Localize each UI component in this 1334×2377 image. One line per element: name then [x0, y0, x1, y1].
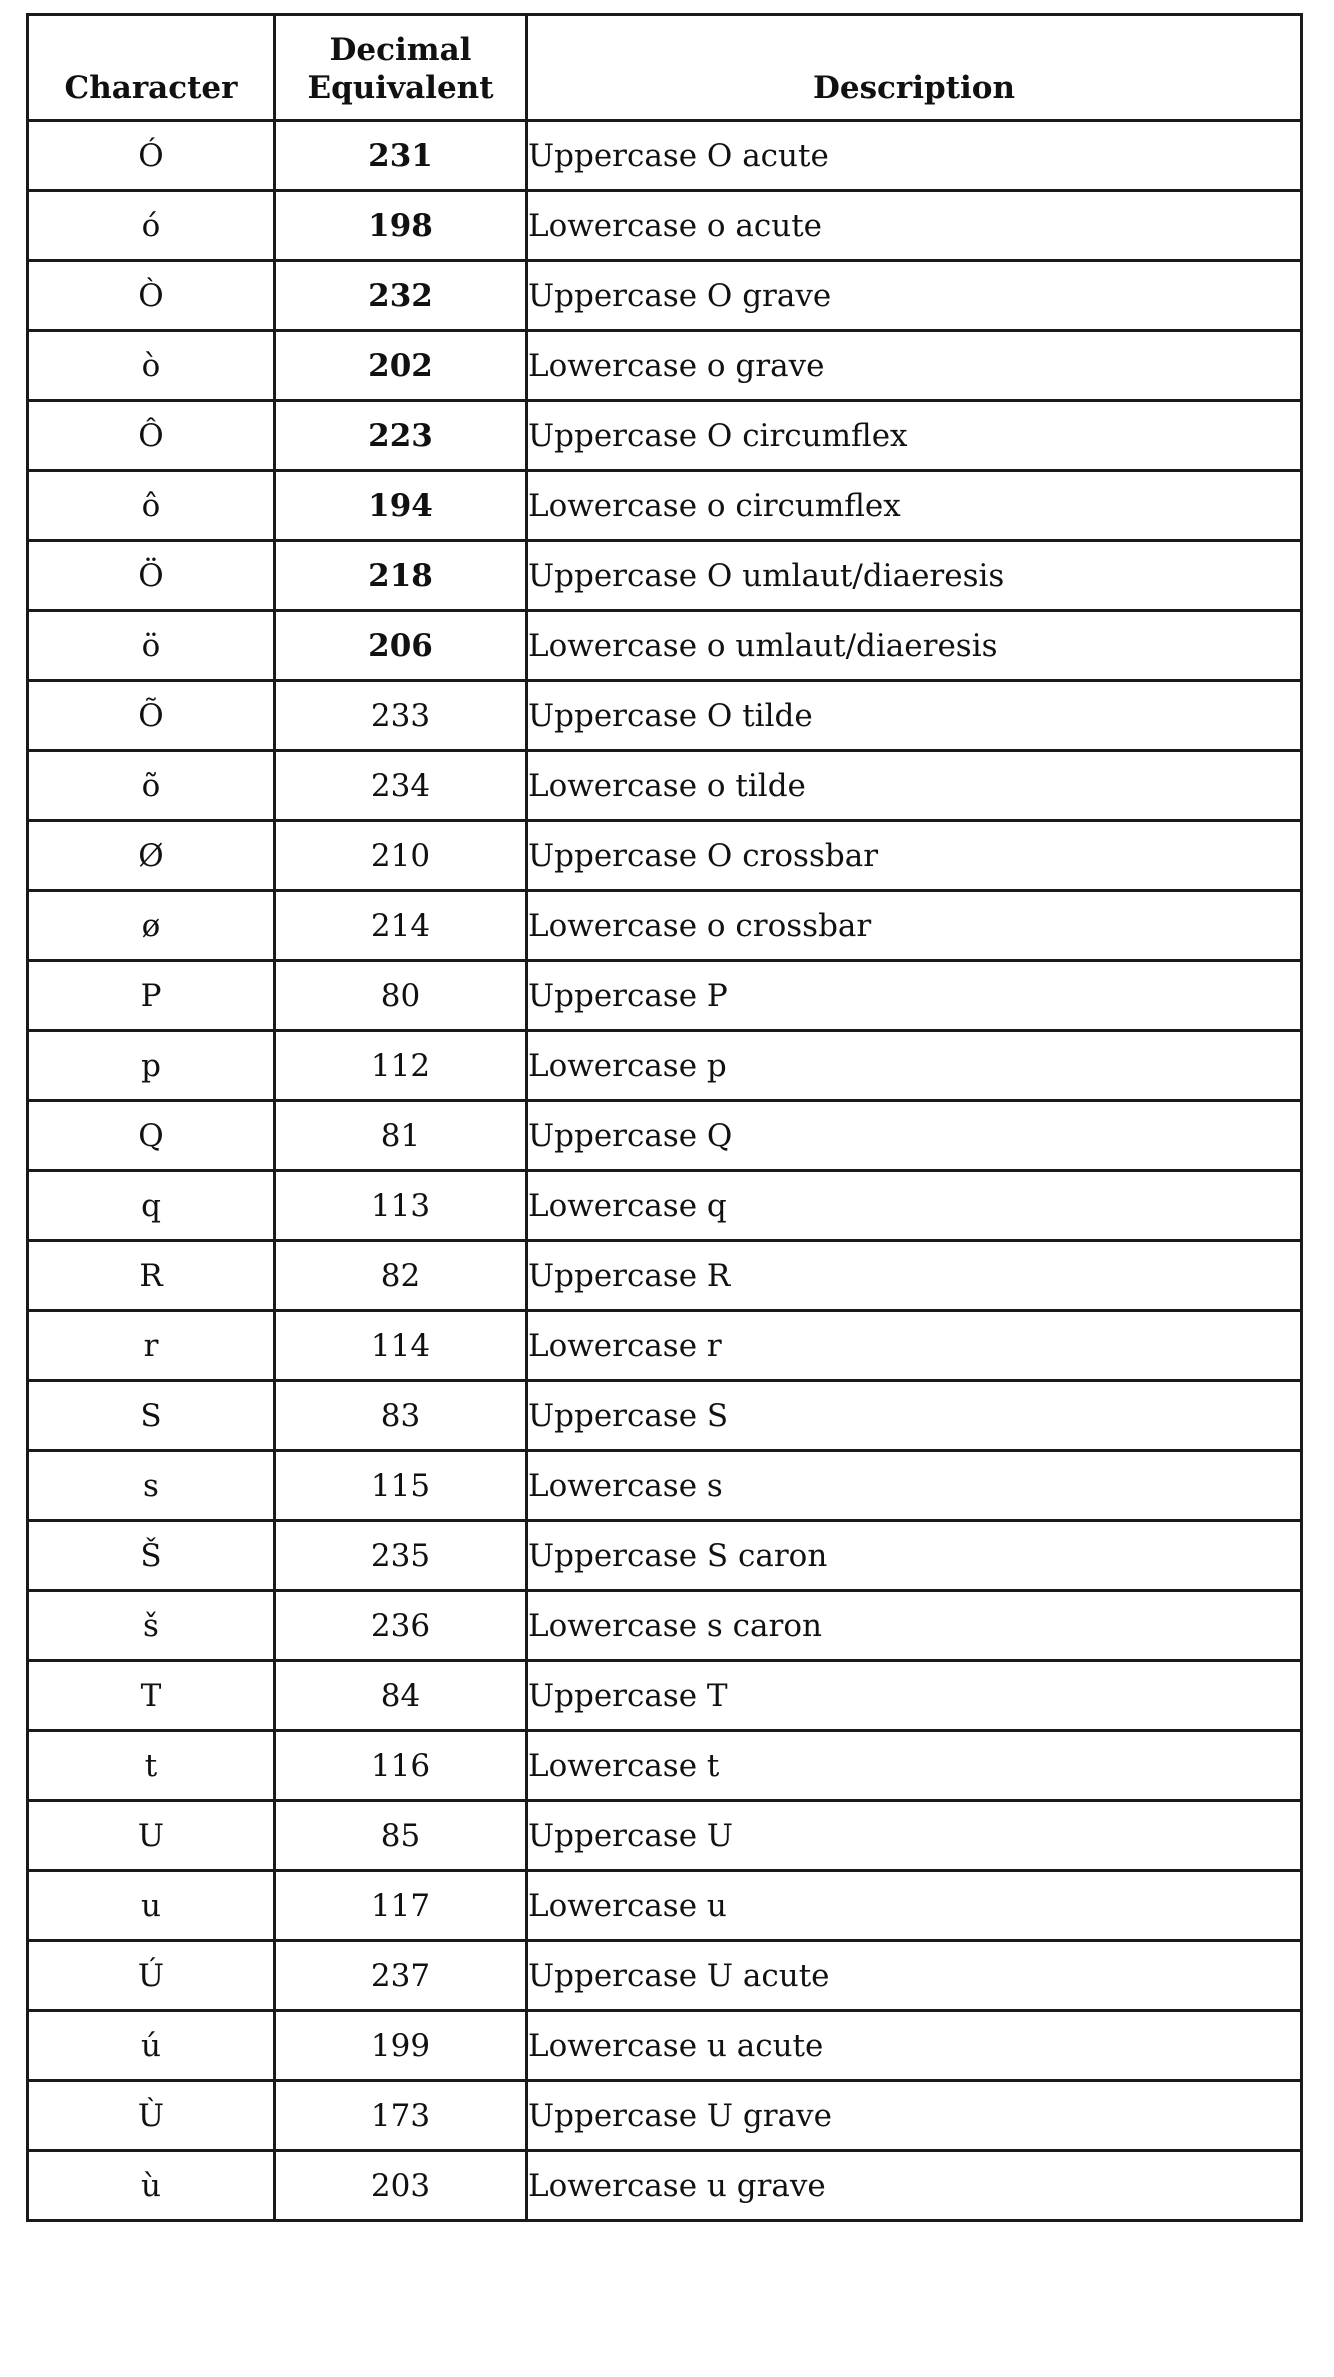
- decimal-cell: 116: [275, 1731, 527, 1801]
- description-cell: Uppercase R: [527, 1241, 1302, 1311]
- description-cell: Uppercase O acute: [527, 121, 1302, 191]
- table-row: [28, 401, 1302, 471]
- character-cell: u: [28, 1871, 275, 1941]
- description-cell: Uppercase U grave: [527, 2081, 1302, 2151]
- table-row: [28, 1241, 1302, 1311]
- character-cell: Ö: [28, 541, 275, 611]
- decimal-cell: 202: [275, 331, 527, 401]
- table-row: [28, 751, 1302, 821]
- character-cell: r: [28, 1311, 275, 1381]
- character-cell: S: [28, 1381, 275, 1451]
- table-row: [28, 891, 1302, 961]
- header-decimal-equivalent: [275, 15, 527, 121]
- decimal-cell: 84: [275, 1661, 527, 1731]
- character-cell: p: [28, 1031, 275, 1101]
- decimal-cell: 236: [275, 1591, 527, 1661]
- decimal-cell: 80: [275, 961, 527, 1031]
- table-row: [28, 1171, 1302, 1241]
- description-cell: Lowercase t: [527, 1731, 1302, 1801]
- character-cell: Õ: [28, 681, 275, 751]
- character-cell: q: [28, 1171, 275, 1241]
- description-cell: Uppercase U acute: [527, 1941, 1302, 2011]
- decimal-cell: 83: [275, 1381, 527, 1451]
- header-decimal-line1: Decimal: [329, 32, 472, 68]
- table-row: [28, 121, 1302, 191]
- table-row: [28, 1031, 1302, 1101]
- description-cell: Lowercase r: [527, 1311, 1302, 1381]
- decimal-cell: 203: [275, 2151, 527, 2221]
- table-row: [28, 1521, 1302, 1591]
- table-row: [28, 1801, 1302, 1871]
- character-cell: ù: [28, 2151, 275, 2221]
- decimal-cell: 234: [275, 751, 527, 821]
- decimal-cell: 214: [275, 891, 527, 961]
- character-cell: ö: [28, 611, 275, 681]
- table-row: [28, 331, 1302, 401]
- character-cell: ó: [28, 191, 275, 261]
- character-cell: U: [28, 1801, 275, 1871]
- header-row: [28, 15, 1302, 121]
- character-cell: Ó: [28, 121, 275, 191]
- character-cell: ô: [28, 471, 275, 541]
- character-cell: Ú: [28, 1941, 275, 2011]
- character-cell: Ø: [28, 821, 275, 891]
- description-cell: Lowercase o grave: [527, 331, 1302, 401]
- decimal-cell: 115: [275, 1451, 527, 1521]
- description-cell: Uppercase Q: [527, 1101, 1302, 1171]
- character-cell: š: [28, 1591, 275, 1661]
- description-cell: Uppercase O tilde: [527, 681, 1302, 751]
- decimal-cell: 81: [275, 1101, 527, 1171]
- description-cell: Uppercase S caron: [527, 1521, 1302, 1591]
- description-cell: Lowercase u: [527, 1871, 1302, 1941]
- table-row: [28, 191, 1302, 261]
- character-cell: Ô: [28, 401, 275, 471]
- decimal-cell: 82: [275, 1241, 527, 1311]
- header-character: Character: [28, 15, 275, 121]
- description-cell: Lowercase s: [527, 1451, 1302, 1521]
- character-cell: R: [28, 1241, 275, 1311]
- decimal-cell: 173: [275, 2081, 527, 2151]
- decimal-cell: 231: [275, 121, 527, 191]
- character-cell: Ù: [28, 2081, 275, 2151]
- character-cell: T: [28, 1661, 275, 1731]
- character-cell: s: [28, 1451, 275, 1521]
- table-row: [28, 261, 1302, 331]
- character-cell: P: [28, 961, 275, 1031]
- decimal-cell: 206: [275, 611, 527, 681]
- decimal-cell: 199: [275, 2011, 527, 2081]
- decimal-cell: 112: [275, 1031, 527, 1101]
- table-row: [28, 961, 1302, 1031]
- table-row: [28, 1451, 1302, 1521]
- table-row: [28, 1871, 1302, 1941]
- decimal-cell: 198: [275, 191, 527, 261]
- character-cell: Q: [28, 1101, 275, 1171]
- description-cell: Lowercase o crossbar: [527, 891, 1302, 961]
- decimal-cell: 194: [275, 471, 527, 541]
- decimal-cell: 237: [275, 1941, 527, 2011]
- table-row: [28, 541, 1302, 611]
- character-cell: ò: [28, 331, 275, 401]
- description-cell: Uppercase P: [527, 961, 1302, 1031]
- header-decimal-line2: Equivalent: [307, 70, 494, 106]
- character-cell: ú: [28, 2011, 275, 2081]
- table-row: [28, 2011, 1302, 2081]
- header-description: Description: [527, 15, 1302, 121]
- description-cell: Lowercase q: [527, 1171, 1302, 1241]
- decimal-cell: 113: [275, 1171, 527, 1241]
- decimal-cell: 85: [275, 1801, 527, 1871]
- table-row: [28, 1101, 1302, 1171]
- decimal-cell: 117: [275, 1871, 527, 1941]
- character-table: [26, 13, 1303, 2222]
- table-row: [28, 1661, 1302, 1731]
- description-cell: Lowercase u acute: [527, 2011, 1302, 2081]
- table-row: [28, 1941, 1302, 2011]
- decimal-cell: 223: [275, 401, 527, 471]
- table-row: [28, 821, 1302, 891]
- decimal-cell: 114: [275, 1311, 527, 1381]
- character-cell: õ: [28, 751, 275, 821]
- description-cell: Uppercase T: [527, 1661, 1302, 1731]
- decimal-cell: 210: [275, 821, 527, 891]
- decimal-cell: 218: [275, 541, 527, 611]
- table-row: [28, 1591, 1302, 1661]
- table-row: [28, 2081, 1302, 2151]
- character-cell: t: [28, 1731, 275, 1801]
- description-cell: Lowercase o acute: [527, 191, 1302, 261]
- description-cell: Uppercase O grave: [527, 261, 1302, 331]
- table-row: [28, 1311, 1302, 1381]
- description-cell: Uppercase O crossbar: [527, 821, 1302, 891]
- description-cell: Uppercase U: [527, 1801, 1302, 1871]
- description-cell: Lowercase o circumflex: [527, 471, 1302, 541]
- description-cell: Lowercase u grave: [527, 2151, 1302, 2221]
- character-cell: Š: [28, 1521, 275, 1591]
- decimal-cell: 235: [275, 1521, 527, 1591]
- table-row: [28, 611, 1302, 681]
- table-row: [28, 471, 1302, 541]
- decimal-cell: 232: [275, 261, 527, 331]
- description-cell: Lowercase s caron: [527, 1591, 1302, 1661]
- character-cell: Ò: [28, 261, 275, 331]
- table-row: [28, 2151, 1302, 2221]
- table-row: [28, 681, 1302, 751]
- table-row: [28, 1381, 1302, 1451]
- description-cell: Lowercase o tilde: [527, 751, 1302, 821]
- description-cell: Uppercase O umlaut/diaeresis: [527, 541, 1302, 611]
- decimal-cell: 233: [275, 681, 527, 751]
- table-row: [28, 1731, 1302, 1801]
- description-cell: Lowercase o umlaut/diaeresis: [527, 611, 1302, 681]
- description-cell: Lowercase p: [527, 1031, 1302, 1101]
- description-cell: Uppercase O circumflex: [527, 401, 1302, 471]
- description-cell: Uppercase S: [527, 1381, 1302, 1451]
- character-cell: ø: [28, 891, 275, 961]
